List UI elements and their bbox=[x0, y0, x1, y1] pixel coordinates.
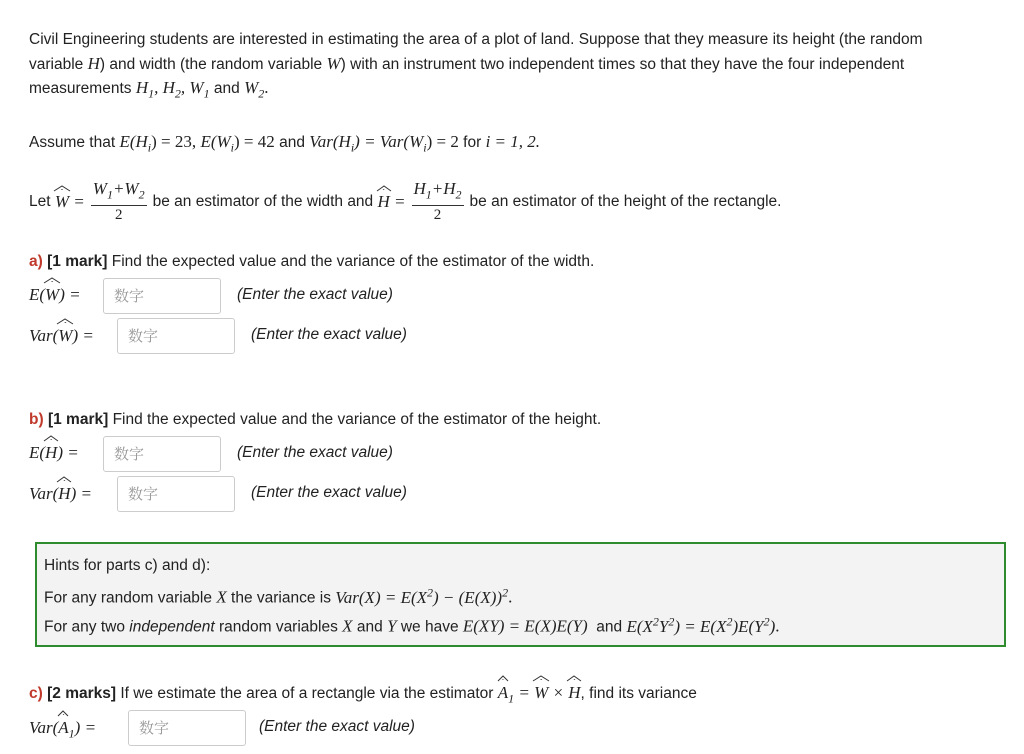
part-b-variance-hint: (Enter the exact value) bbox=[251, 484, 407, 501]
part-c-variance-input[interactable] bbox=[128, 710, 246, 746]
hint-independence-formula: For any two independent random variables X and Y we have E(XY) = E(X)E(Y) and $E(X^2Y^2) = E(X^2)E(Y^2)$. bbox=[44, 614, 780, 636]
part-a-question: a) [1 mark] Find the expected value and the variance of the estimator of the width. bbox=[29, 253, 595, 270]
hints-title: Hints for parts c) and d): bbox=[44, 557, 211, 574]
hint-variance-formula: For any random variable X the variance is $Var(X) = E(X^2) - (E(X))^2$. bbox=[44, 585, 513, 607]
intro-line-1: Civil Engineering students are interested in estimating the area of a plot of land. Suppose that they measure its height (the random bbox=[29, 31, 923, 48]
part-b-expected-label: E(H ) = bbox=[29, 442, 79, 465]
part-b-variance-label: Var(H ) = bbox=[29, 483, 92, 506]
width-fraction: $\frac{W_1+W_2}{2}$ bbox=[92, 179, 145, 223]
part-c-variance-label: Var(A $_1$) = bbox=[29, 717, 96, 744]
part-a-expected-input[interactable] bbox=[103, 278, 221, 314]
estimator-definition: Let W = $\frac{W_1+W_2}{2}$ be an estimator of the width and H = $\frac{H_1+H_2}{2}$ be an estimator of the height of the rectangle. bbox=[29, 179, 782, 223]
w-hat-symbol: W = bbox=[55, 192, 85, 212]
part-a-expected-hint: (Enter the exact value) bbox=[237, 286, 393, 303]
part-a-variance-input[interactable] bbox=[117, 318, 235, 354]
intro-line-2: variable H) and width (the random variable W) with an instrument two independent times so that they have the four independent bbox=[29, 54, 905, 73]
h-hat-symbol: H = bbox=[378, 192, 406, 212]
part-a-expected-label: E(W ) = bbox=[29, 284, 81, 307]
part-c-question: c) [2 marks] If we estimate the area of a rectangle via the estimator A $_1$ = W × H , find its variance bbox=[29, 682, 697, 709]
hints-box bbox=[35, 542, 1006, 647]
part-a-variance-hint: (Enter the exact value) bbox=[251, 326, 407, 343]
intro-line-3: measurements $H_1$, $H_2$, $W_1$ and $W_2$. bbox=[29, 78, 269, 101]
height-fraction: $\frac{H_1+H_2}{2}$ bbox=[413, 179, 462, 223]
part-c-variance-hint: (Enter the exact value) bbox=[259, 718, 415, 735]
assumption-line: Assume that $E(H_i) = 23$, $E(W_i) = 42$ and $Var(H_i) = Var(W_i) = 2$ for i = 1, 2. bbox=[29, 132, 541, 155]
part-b-expected-hint: (Enter the exact value) bbox=[237, 444, 393, 461]
part-a-variance-label: Var(W ) = bbox=[29, 325, 94, 348]
part-b-question: b) [1 mark] Find the expected value and the variance of the estimator of the height. bbox=[29, 411, 602, 428]
part-b-variance-input[interactable] bbox=[117, 476, 235, 512]
part-b-expected-input[interactable] bbox=[103, 436, 221, 472]
